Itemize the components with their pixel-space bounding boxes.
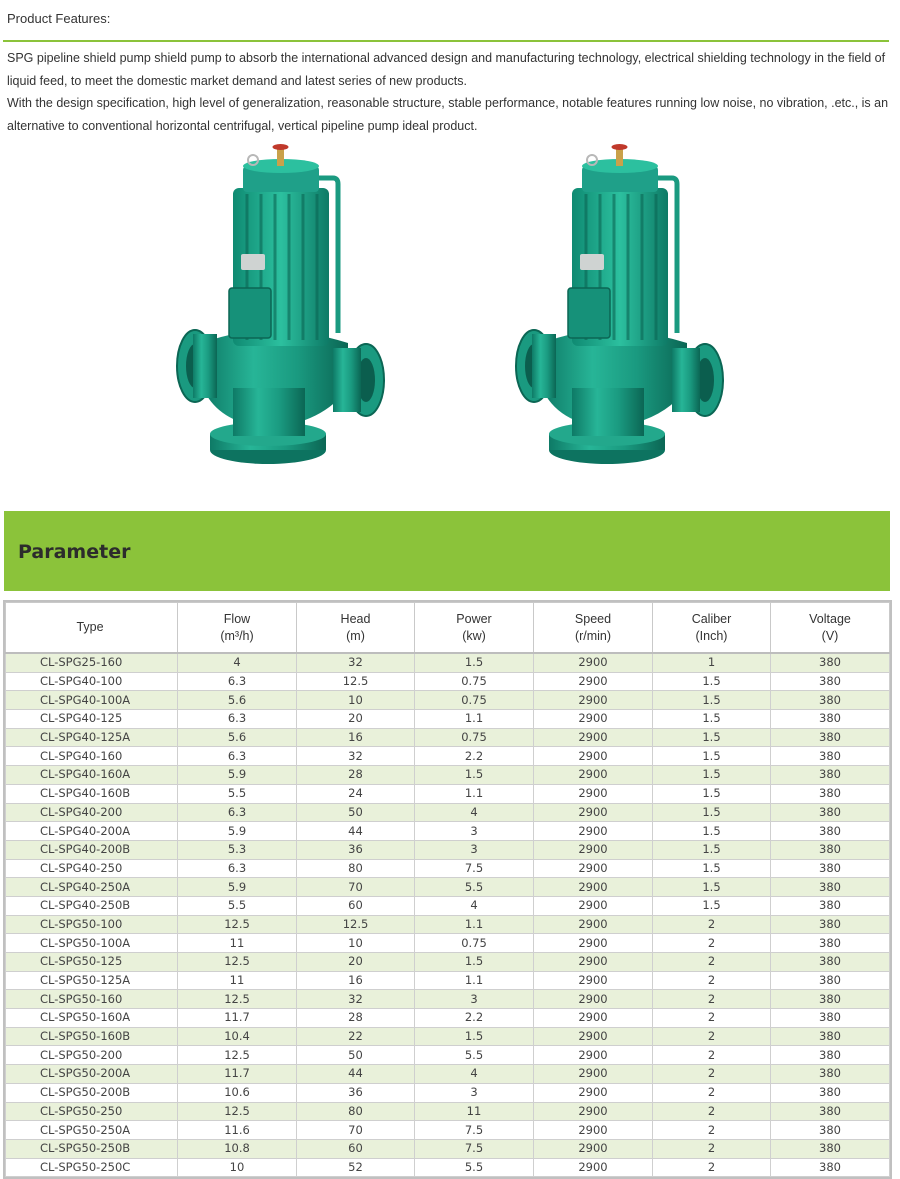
cell-speed: 2900 bbox=[534, 953, 653, 972]
table-row bbox=[6, 747, 890, 766]
cell-caliber: 2 bbox=[653, 971, 771, 990]
cell-flow: 5.9 bbox=[178, 822, 297, 841]
cell-power: 5.5 bbox=[415, 1158, 534, 1177]
cell-type: CL-SPG50-100A bbox=[6, 934, 178, 953]
cell-head: 70 bbox=[297, 878, 415, 897]
cell-caliber: 2 bbox=[653, 934, 771, 953]
parameter-table-body bbox=[6, 653, 890, 1177]
cell-flow: 6.3 bbox=[178, 672, 297, 691]
cell-speed: 2900 bbox=[534, 1158, 653, 1177]
cell-voltage: 380 bbox=[771, 1158, 890, 1177]
cell-power: 7.5 bbox=[415, 859, 534, 878]
cell-power: 3 bbox=[415, 840, 534, 859]
cell-power: 1.1 bbox=[415, 710, 534, 729]
cell-caliber: 2 bbox=[653, 1083, 771, 1102]
cell-speed: 2900 bbox=[534, 822, 653, 841]
cell-type: CL-SPG40-200A bbox=[6, 822, 178, 841]
cell-speed: 2900 bbox=[534, 1027, 653, 1046]
cell-head: 22 bbox=[297, 1027, 415, 1046]
cell-caliber: 2 bbox=[653, 1027, 771, 1046]
cell-voltage: 380 bbox=[771, 1065, 890, 1084]
cell-voltage: 380 bbox=[771, 653, 890, 672]
cell-type: CL-SPG40-125 bbox=[6, 710, 178, 729]
cell-voltage: 380 bbox=[771, 915, 890, 934]
cell-type: CL-SPG40-100 bbox=[6, 672, 178, 691]
cell-head: 70 bbox=[297, 1121, 415, 1140]
cell-caliber: 1.5 bbox=[653, 710, 771, 729]
cell-voltage: 380 bbox=[771, 840, 890, 859]
cell-speed: 2900 bbox=[534, 878, 653, 897]
product-features-title: Product Features: bbox=[7, 11, 111, 26]
cell-head: 80 bbox=[297, 859, 415, 878]
cell-head: 16 bbox=[297, 971, 415, 990]
cell-voltage: 380 bbox=[771, 766, 890, 785]
cell-voltage: 380 bbox=[771, 784, 890, 803]
column-header-power: Power (kw) bbox=[415, 603, 534, 654]
cell-voltage: 380 bbox=[771, 803, 890, 822]
cell-speed: 2900 bbox=[534, 653, 653, 672]
cell-power: 1.5 bbox=[415, 653, 534, 672]
cell-caliber: 1.5 bbox=[653, 672, 771, 691]
table-row bbox=[6, 878, 890, 897]
cell-speed: 2900 bbox=[534, 896, 653, 915]
cell-head: 44 bbox=[297, 1065, 415, 1084]
table-row bbox=[6, 896, 890, 915]
cell-voltage: 380 bbox=[771, 990, 890, 1009]
parameter-title: Parameter bbox=[18, 541, 131, 563]
cell-head: 50 bbox=[297, 1046, 415, 1065]
parameter-banner bbox=[4, 511, 890, 591]
cell-type: CL-SPG40-160A bbox=[6, 766, 178, 785]
cell-flow: 10 bbox=[178, 1158, 297, 1177]
cell-caliber: 2 bbox=[653, 1009, 771, 1028]
cell-head: 32 bbox=[297, 653, 415, 672]
cell-head: 52 bbox=[297, 1158, 415, 1177]
cell-voltage: 380 bbox=[771, 1027, 890, 1046]
table-row bbox=[6, 859, 890, 878]
cell-type: CL-SPG50-125A bbox=[6, 971, 178, 990]
cell-flow: 12.5 bbox=[178, 953, 297, 972]
cell-head: 12.5 bbox=[297, 915, 415, 934]
cell-head: 60 bbox=[297, 1139, 415, 1158]
cell-speed: 2900 bbox=[534, 784, 653, 803]
cell-head: 20 bbox=[297, 953, 415, 972]
cell-caliber: 1.5 bbox=[653, 822, 771, 841]
table-row bbox=[6, 1027, 890, 1046]
cell-flow: 11 bbox=[178, 934, 297, 953]
cell-speed: 2900 bbox=[534, 1139, 653, 1158]
column-header-flow: Flow (m³/h) bbox=[178, 603, 297, 654]
cell-type: CL-SPG40-100A bbox=[6, 691, 178, 710]
cell-head: 32 bbox=[297, 990, 415, 1009]
cell-head: 24 bbox=[297, 784, 415, 803]
parameter-table bbox=[5, 602, 890, 1177]
table-row bbox=[6, 1121, 890, 1140]
cell-speed: 2900 bbox=[534, 915, 653, 934]
cell-flow: 5.9 bbox=[178, 878, 297, 897]
cell-flow: 12.5 bbox=[178, 1102, 297, 1121]
cell-flow: 10.8 bbox=[178, 1139, 297, 1158]
cell-power: 3 bbox=[415, 990, 534, 1009]
pump-image-right bbox=[512, 138, 727, 473]
table-row bbox=[6, 1102, 890, 1121]
table-row bbox=[6, 653, 890, 672]
cell-type: CL-SPG50-160 bbox=[6, 990, 178, 1009]
cell-head: 10 bbox=[297, 934, 415, 953]
table-row bbox=[6, 840, 890, 859]
cell-type: CL-SPG50-200A bbox=[6, 1065, 178, 1084]
pump-image-left bbox=[173, 138, 388, 473]
cell-voltage: 380 bbox=[771, 1139, 890, 1158]
cell-speed: 2900 bbox=[534, 971, 653, 990]
cell-type: CL-SPG50-125 bbox=[6, 953, 178, 972]
column-header-head: Head (m) bbox=[297, 603, 415, 654]
cell-power: 2.2 bbox=[415, 747, 534, 766]
cell-flow: 11.7 bbox=[178, 1009, 297, 1028]
cell-head: 60 bbox=[297, 896, 415, 915]
table-row bbox=[6, 934, 890, 953]
cell-power: 3 bbox=[415, 1083, 534, 1102]
cell-flow: 5.5 bbox=[178, 896, 297, 915]
cell-flow: 6.3 bbox=[178, 710, 297, 729]
table-header-row bbox=[6, 603, 890, 654]
cell-head: 80 bbox=[297, 1102, 415, 1121]
cell-type: CL-SPG50-250A bbox=[6, 1121, 178, 1140]
description-paragraph: SPG pipeline shield pump shield pump to absorb the international advanced design and manufacturing technology, electrical shielding technology in the field of liquid feed, to meet the domestic market demand and latest series of new products. bbox=[7, 51, 886, 88]
cell-speed: 2900 bbox=[534, 1009, 653, 1028]
cell-caliber: 2 bbox=[653, 990, 771, 1009]
table-row bbox=[6, 672, 890, 691]
table-row bbox=[6, 971, 890, 990]
table-row bbox=[6, 1139, 890, 1158]
cell-speed: 2900 bbox=[534, 672, 653, 691]
cell-power: 2.2 bbox=[415, 1009, 534, 1028]
cell-speed: 2900 bbox=[534, 859, 653, 878]
cell-power: 7.5 bbox=[415, 1139, 534, 1158]
section-divider bbox=[3, 40, 889, 42]
cell-flow: 6.3 bbox=[178, 803, 297, 822]
cell-speed: 2900 bbox=[534, 1065, 653, 1084]
cell-caliber: 2 bbox=[653, 1158, 771, 1177]
cell-flow: 5.9 bbox=[178, 766, 297, 785]
cell-flow: 5.6 bbox=[178, 728, 297, 747]
cell-voltage: 380 bbox=[771, 672, 890, 691]
cell-power: 1.5 bbox=[415, 766, 534, 785]
cell-speed: 2900 bbox=[534, 766, 653, 785]
cell-speed: 2900 bbox=[534, 728, 653, 747]
cell-head: 28 bbox=[297, 766, 415, 785]
cell-caliber: 2 bbox=[653, 953, 771, 972]
cell-power: 0.75 bbox=[415, 672, 534, 691]
column-header-speed: Speed (r/min) bbox=[534, 603, 653, 654]
table-row bbox=[6, 915, 890, 934]
cell-power: 1.5 bbox=[415, 953, 534, 972]
table-row bbox=[6, 990, 890, 1009]
cell-type: CL-SPG50-200 bbox=[6, 1046, 178, 1065]
cell-caliber: 1 bbox=[653, 653, 771, 672]
cell-type: CL-SPG40-160B bbox=[6, 784, 178, 803]
cell-voltage: 380 bbox=[771, 859, 890, 878]
cell-type: CL-SPG50-250 bbox=[6, 1102, 178, 1121]
table-row bbox=[6, 1046, 890, 1065]
cell-head: 36 bbox=[297, 1083, 415, 1102]
cell-flow: 10.6 bbox=[178, 1083, 297, 1102]
product-description bbox=[7, 47, 889, 137]
cell-caliber: 1.5 bbox=[653, 896, 771, 915]
cell-power: 1.1 bbox=[415, 971, 534, 990]
cell-voltage: 380 bbox=[771, 747, 890, 766]
cell-voltage: 380 bbox=[771, 878, 890, 897]
cell-caliber: 1.5 bbox=[653, 728, 771, 747]
cell-caliber: 1.5 bbox=[653, 747, 771, 766]
table-row bbox=[6, 691, 890, 710]
cell-caliber: 1.5 bbox=[653, 878, 771, 897]
cell-power: 1.1 bbox=[415, 784, 534, 803]
cell-power: 0.75 bbox=[415, 728, 534, 747]
cell-flow: 5.6 bbox=[178, 691, 297, 710]
cell-type: CL-SPG40-160 bbox=[6, 747, 178, 766]
cell-voltage: 380 bbox=[771, 953, 890, 972]
cell-type: CL-SPG40-125A bbox=[6, 728, 178, 747]
cell-flow: 12.5 bbox=[178, 1046, 297, 1065]
cell-caliber: 1.5 bbox=[653, 840, 771, 859]
cell-head: 20 bbox=[297, 710, 415, 729]
table-row bbox=[6, 1065, 890, 1084]
cell-flow: 6.3 bbox=[178, 859, 297, 878]
cell-voltage: 380 bbox=[771, 691, 890, 710]
cell-voltage: 380 bbox=[771, 1121, 890, 1140]
cell-type: CL-SPG50-100 bbox=[6, 915, 178, 934]
cell-speed: 2900 bbox=[534, 710, 653, 729]
cell-voltage: 380 bbox=[771, 1083, 890, 1102]
cell-speed: 2900 bbox=[534, 934, 653, 953]
cell-head: 28 bbox=[297, 1009, 415, 1028]
cell-voltage: 380 bbox=[771, 1009, 890, 1028]
cell-flow: 11 bbox=[178, 971, 297, 990]
cell-power: 1.1 bbox=[415, 915, 534, 934]
cell-head: 12.5 bbox=[297, 672, 415, 691]
cell-caliber: 2 bbox=[653, 1139, 771, 1158]
cell-head: 32 bbox=[297, 747, 415, 766]
table-row bbox=[6, 728, 890, 747]
table-row bbox=[6, 1083, 890, 1102]
cell-type: CL-SPG50-160A bbox=[6, 1009, 178, 1028]
cell-voltage: 380 bbox=[771, 1046, 890, 1065]
column-header-voltage: Voltage (V) bbox=[771, 603, 890, 654]
table-row bbox=[6, 710, 890, 729]
cell-type: CL-SPG25-160 bbox=[6, 653, 178, 672]
cell-type: CL-SPG40-200 bbox=[6, 803, 178, 822]
cell-caliber: 1.5 bbox=[653, 766, 771, 785]
cell-flow: 11.7 bbox=[178, 1065, 297, 1084]
cell-voltage: 380 bbox=[771, 971, 890, 990]
cell-flow: 6.3 bbox=[178, 747, 297, 766]
cell-head: 10 bbox=[297, 691, 415, 710]
cell-speed: 2900 bbox=[534, 1102, 653, 1121]
description-paragraph: With the design specification, high level of generalization, reasonable structure, stable performance, notable features running low noise, no vibration, .etc., is an alternative to conventional horizontal centrifugal, vertical pipeline pump ideal product. bbox=[7, 96, 889, 133]
table-row bbox=[6, 803, 890, 822]
cell-type: CL-SPG40-250 bbox=[6, 859, 178, 878]
cell-head: 50 bbox=[297, 803, 415, 822]
cell-power: 3 bbox=[415, 822, 534, 841]
cell-caliber: 2 bbox=[653, 915, 771, 934]
cell-power: 5.5 bbox=[415, 1046, 534, 1065]
table-row bbox=[6, 953, 890, 972]
cell-power: 0.75 bbox=[415, 934, 534, 953]
column-header-caliber: Caliber (Inch) bbox=[653, 603, 771, 654]
cell-speed: 2900 bbox=[534, 990, 653, 1009]
cell-power: 1.5 bbox=[415, 1027, 534, 1046]
cell-speed: 2900 bbox=[534, 803, 653, 822]
cell-head: 44 bbox=[297, 822, 415, 841]
cell-speed: 2900 bbox=[534, 1046, 653, 1065]
cell-speed: 2900 bbox=[534, 691, 653, 710]
cell-voltage: 380 bbox=[771, 710, 890, 729]
cell-type: CL-SPG40-250A bbox=[6, 878, 178, 897]
cell-flow: 10.4 bbox=[178, 1027, 297, 1046]
cell-type: CL-SPG40-200B bbox=[6, 840, 178, 859]
cell-power: 4 bbox=[415, 1065, 534, 1084]
cell-type: CL-SPG50-160B bbox=[6, 1027, 178, 1046]
cell-type: CL-SPG50-250C bbox=[6, 1158, 178, 1177]
cell-caliber: 1.5 bbox=[653, 691, 771, 710]
cell-power: 4 bbox=[415, 896, 534, 915]
cell-caliber: 2 bbox=[653, 1102, 771, 1121]
cell-flow: 5.5 bbox=[178, 784, 297, 803]
cell-caliber: 1.5 bbox=[653, 803, 771, 822]
table-row bbox=[6, 822, 890, 841]
cell-flow: 4 bbox=[178, 653, 297, 672]
cell-voltage: 380 bbox=[771, 934, 890, 953]
cell-head: 16 bbox=[297, 728, 415, 747]
table-row bbox=[6, 784, 890, 803]
cell-type: CL-SPG50-250B bbox=[6, 1139, 178, 1158]
cell-speed: 2900 bbox=[534, 747, 653, 766]
table-row bbox=[6, 766, 890, 785]
cell-flow: 12.5 bbox=[178, 915, 297, 934]
cell-speed: 2900 bbox=[534, 1083, 653, 1102]
cell-type: CL-SPG50-200B bbox=[6, 1083, 178, 1102]
cell-caliber: 1.5 bbox=[653, 859, 771, 878]
cell-speed: 2900 bbox=[534, 1121, 653, 1140]
pipeline-pump-icon bbox=[173, 138, 388, 473]
table-row bbox=[6, 1158, 890, 1177]
cell-flow: 11.6 bbox=[178, 1121, 297, 1140]
cell-voltage: 380 bbox=[771, 822, 890, 841]
cell-voltage: 380 bbox=[771, 1102, 890, 1121]
cell-voltage: 380 bbox=[771, 728, 890, 747]
cell-caliber: 2 bbox=[653, 1121, 771, 1140]
cell-type: CL-SPG40-250B bbox=[6, 896, 178, 915]
table-row bbox=[6, 1009, 890, 1028]
pipeline-pump-icon bbox=[512, 138, 727, 473]
cell-power: 11 bbox=[415, 1102, 534, 1121]
column-header-type: Type bbox=[6, 603, 178, 654]
cell-caliber: 2 bbox=[653, 1065, 771, 1084]
cell-caliber: 2 bbox=[653, 1046, 771, 1065]
cell-flow: 5.3 bbox=[178, 840, 297, 859]
cell-caliber: 1.5 bbox=[653, 784, 771, 803]
cell-power: 0.75 bbox=[415, 691, 534, 710]
cell-head: 36 bbox=[297, 840, 415, 859]
cell-voltage: 380 bbox=[771, 896, 890, 915]
cell-power: 5.5 bbox=[415, 878, 534, 897]
cell-flow: 12.5 bbox=[178, 990, 297, 1009]
cell-power: 4 bbox=[415, 803, 534, 822]
cell-power: 7.5 bbox=[415, 1121, 534, 1140]
cell-speed: 2900 bbox=[534, 840, 653, 859]
